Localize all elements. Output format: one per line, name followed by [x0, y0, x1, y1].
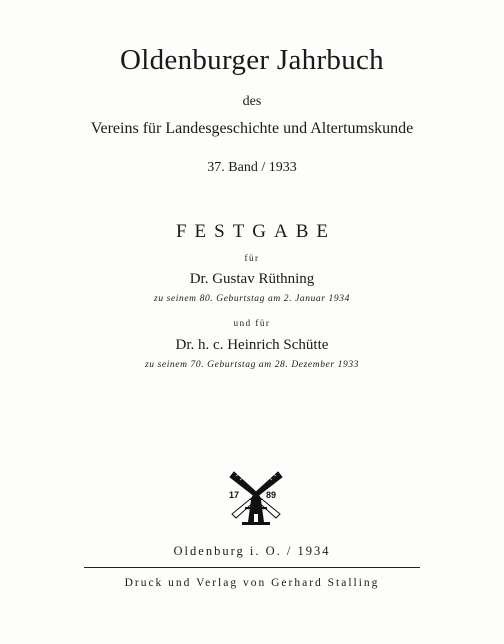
und-fuer-label: und für: [233, 318, 271, 328]
honoree-2-name: Dr. h. c. Heinrich Schütte: [175, 337, 329, 353]
honoree-2-occasion: zu seinem 70. Geburtstag am 28. Dezember 1933: [144, 360, 360, 370]
divider-rule: [84, 567, 420, 568]
volume-info: 37. Band / 1933: [207, 160, 297, 175]
mark-year-left: 17: [229, 490, 240, 500]
honoree-1-name: Dr. Gustav Rüthning: [189, 271, 315, 287]
fuer-label: für: [244, 253, 260, 263]
title-connector: des: [242, 94, 262, 109]
society-name: Vereins für Landesgeschichte und Altertumskunde: [90, 120, 414, 137]
festgabe-heading: FESTGABE: [175, 221, 337, 242]
honoree-1-occasion: zu seinem 80. Geburtstag am 2. Januar 1934: [154, 294, 350, 304]
place-and-year: Oldenburg i. O. / 1934: [173, 544, 331, 558]
book-title: Oldenburger Jahrbuch: [120, 44, 384, 76]
publisher-line: Druck und Verlag von Gerhard Stalling: [124, 577, 380, 589]
windmill-icon: [226, 470, 286, 530]
mark-year-right: 89: [266, 490, 277, 500]
